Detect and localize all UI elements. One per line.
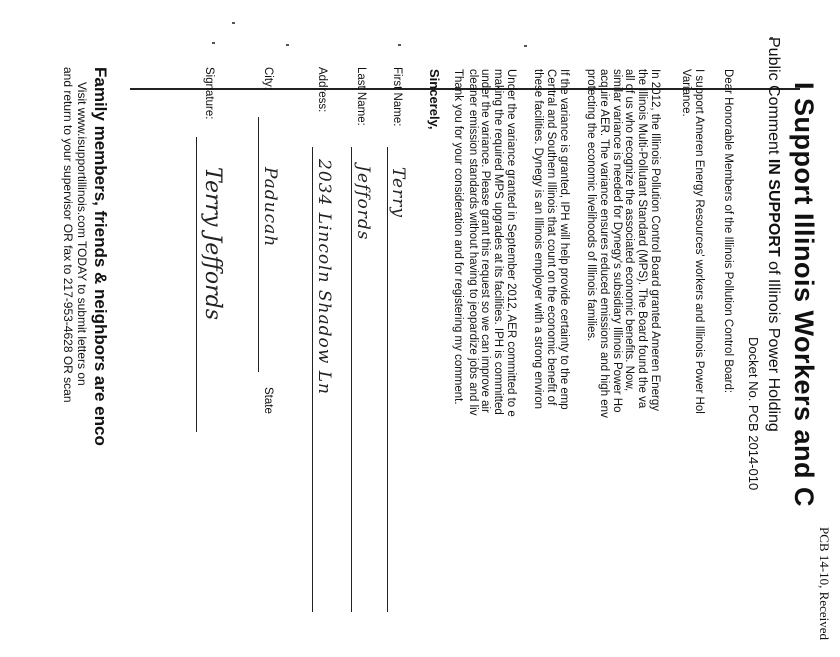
closing: Sincerely, [427, 69, 442, 130]
address-value: 2034 Lincoln Shadow Ln [314, 159, 334, 395]
paragraph-history: In 2012, the Illinois Pollution Control Board granted Ameren Energy the Illinois Multi-Pollutant Standard (MPS). The Board found the va all of us who recognize the associated economic benefits. Now, similar variance is needed for Dynegy's subsidiary Illinois Power Ho acquire AER. The variance ensures reduced emissions and high env protecting the economic livelihoods of Illinois families. [585, 69, 661, 418]
last-name-line [351, 147, 352, 612]
first-name-label: First Name: [391, 67, 403, 127]
page-subtitle: Public Comment IN SUPPORT of Illinois Power Holding [765, 37, 782, 432]
scan-speck [232, 22, 235, 24]
page-title: I Support Illinois Workers and C [789, 82, 819, 508]
signature-label: Signature: [203, 67, 215, 120]
city-label: City: [262, 67, 274, 90]
address-label: Address: [316, 67, 328, 113]
scan-speck [286, 44, 289, 46]
footer-headline: Family members, friends & neighbors are enco [91, 67, 110, 446]
docket-number: Docket No. PCB 2014-010 [746, 337, 761, 491]
scan-speck [212, 42, 215, 44]
paragraph-support: I support Ameren Energy Resources' workers and Illinois Power Hol Variance. [680, 69, 705, 414]
signature-line [196, 137, 197, 432]
scanned-page [61, 37, 840, 657]
city-line [258, 117, 259, 372]
first-name-value: Terry [388, 167, 408, 218]
salutation: Dear Honorable Members of the Illinois Pollution Control Board: [722, 69, 734, 394]
scan-speck [524, 45, 527, 47]
state-label: State [262, 387, 274, 414]
city-value: Paducah [260, 167, 280, 248]
paragraph-certainty: If the variance is granted, IPH will help provide certainty to the emp Central and Southern Illinois that count on the economic benefit of these facilities. Dynegy is an Illinois employer with a strong environ [532, 69, 570, 410]
last-name-value: Jeffords [353, 165, 373, 241]
scan-speck [398, 44, 401, 46]
signature-value: Terry Jeffords [200, 167, 225, 321]
footer-instructions: Visit www.isupportillinois.com TODAY to submit letters on and return to your supervisor OR fax to 217-953-4628 OR scan [61, 67, 89, 403]
paragraph-thanks: Thank you for your consideration and for registering my comment. [452, 69, 464, 405]
address-line [312, 147, 313, 612]
received-stamp: PCB 14-10, Received [817, 527, 832, 641]
last-name-label: Last Name: [355, 67, 367, 126]
paragraph-variance: Under the variance granted in September 2012, AER committed to e making the required MPS upgrades at its facilities. IPH is committed under the variance. Please grant this request so we can improve air cleaner emission standards without having to jeopardize jobs and liv [466, 69, 517, 417]
